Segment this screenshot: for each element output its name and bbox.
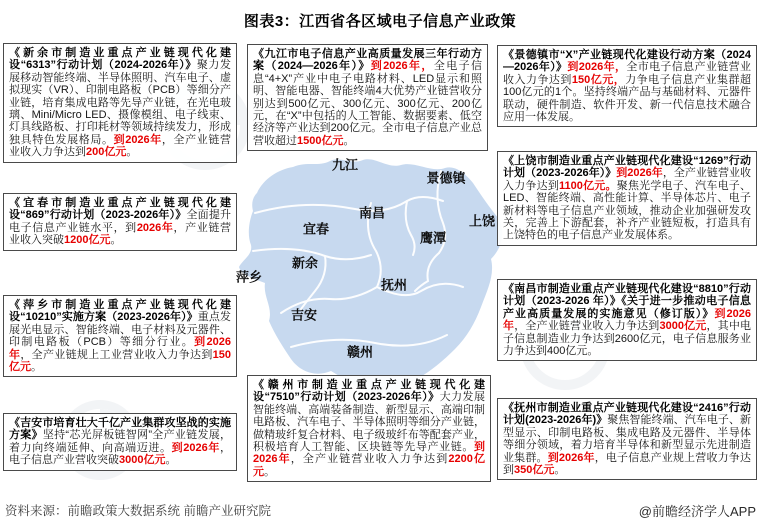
body-text: 坚持“芯光屏板链智网”全产业链发展，着力向终端延伸、向高端迈进。: [9, 429, 232, 454]
highlight-text: 1200亿元: [64, 234, 111, 247]
body-text: 。: [554, 464, 566, 477]
policy-title: 《赣州市制造业重点产业链现代化建设“7510”行动计划（2023-2026年）》: [253, 379, 485, 404]
body-text: 。: [343, 134, 355, 147]
body-text: 。: [264, 465, 275, 478]
jiangxi-map-shape: [235, 151, 505, 405]
map-label-pingxiang: 萍乡: [235, 269, 263, 285]
page-title: 图表3：江西省各区域电子信息产业政策: [243, 13, 517, 30]
body-text: 。: [31, 361, 42, 374]
highlight-text: 到2026年，: [567, 61, 627, 74]
policy-box-yichun: [3, 193, 237, 251]
body-text: ，全产业链规上工业营业收入力争达到: [20, 348, 213, 361]
policy-title: 《抚州市制造业重点产业链现代化建设“2416”行动计划(2023-2026年)》: [503, 402, 751, 427]
map-label-jian: 吉安: [290, 307, 318, 323]
policy-body: [253, 60, 482, 146]
map-label-yingtan: 鹰潭: [419, 230, 447, 246]
map-label-yichun: 宜春: [302, 221, 330, 237]
jiangxi-map: [235, 151, 505, 405]
highlight-text: 350亿元: [514, 464, 555, 477]
map-label-jiujiang: 九江: [331, 157, 359, 173]
body-text: ，其中电子信息制造业力争达到2600亿元，电子信息服务业力争达到400亿元。: [503, 320, 752, 358]
body-text: ，全产业链营业收入力争达到: [514, 320, 660, 333]
body-text: 重点发展光电显示、智能终端、电子材料及元器件、印制电路板（PCB）等细分行业。: [9, 311, 231, 349]
highlight-text: 2026年: [136, 221, 174, 234]
map-label-xinyu: 新余: [291, 255, 319, 271]
highlight-text: 3000亿元: [119, 454, 166, 467]
policy-box-jiujiang: [247, 44, 488, 151]
map-label-jingdezhen: 景德镇: [426, 170, 466, 186]
highlight-text: 到2026年: [253, 441, 485, 466]
body-text: 。: [126, 146, 138, 159]
policy-box-jingdezhen: [497, 45, 757, 127]
map-label-fuzhou: 抚州: [380, 277, 408, 293]
policy-box-ganzhou: [247, 375, 491, 482]
body-text: 大力发展智能终端、高端装备制造、新型显示、高端印制电路板、汽车电子、半导体照明等细分产业链，做精玻纤复合材料、电子级玻纤布等配套产业，积极培育人工智能、区块链等先导产业链。: [253, 391, 486, 454]
body-text: 全面提升电子信息产业链水平，到: [9, 209, 231, 234]
policy-box-xinyu: [3, 43, 237, 163]
policy-title: 《景德镇市“X”产业链现代化建设行动方案（2024—2026年）》: [503, 49, 751, 74]
body-text: ，产业链营业收入突破: [9, 221, 232, 247]
highlight-text: 到2026年: [503, 307, 751, 333]
policy-box-jian: [3, 413, 237, 471]
policy-title: 《上饶市制造业重点产业链现代化建设“1269”行动计划（2023-2026年）》: [503, 155, 751, 180]
body-text: 全市电子信息产业链营业收入力争达到: [503, 61, 751, 86]
highlight-text: 2200亿元: [253, 453, 485, 478]
body-text: 聚焦智能终端、汽车电子、新型显示、印制电路板、集成电路及元器件、半导体等细分领域，着力培育半导体和新型显示先进制造业集群。: [503, 414, 752, 464]
highlight-text: 到2026年: [113, 133, 162, 146]
policy-box-pingxiang: [3, 295, 237, 377]
body-text: 。: [110, 234, 122, 247]
highlight-text: 到2026年: [171, 441, 220, 454]
policy-body: [253, 391, 485, 477]
body-text: 聚焦光学电子、汽车电子、LED、智能终端、高性能计算、半导体芯片、电子新材料等电子信息产业领域，推动企业加强研发攻关，完善上下游配套，补齐产业链短板，打造具有上饶特色的电子信息产业发展体系。: [503, 179, 752, 242]
body-text: 。: [165, 454, 177, 467]
policy-body: [9, 59, 231, 158]
highlight-text: 到2026年: [9, 336, 231, 361]
policy-title: 《萍乡市制造业重点产业链现代化建设“10210”实施方案（2023-2026年）》: [9, 299, 231, 324]
body-text: ，全产业链营业收入力争达到: [503, 167, 751, 192]
policy-title: 《南昌市制造业重点产业链现代化建设“8810”行动计划（2023-2026 年）》《关于进一步推动电子信息产业高质量发展的实施意见（修订版）》: [503, 283, 751, 320]
source-note: 资料来源：前瞻政策大数据系统 前瞻产业研究院: [5, 504, 271, 518]
highlight-text: 到2026年: [616, 167, 663, 180]
highlight-text: 到2026年: [547, 451, 595, 464]
body-text: ，电子信息产业规上营收力争达到: [503, 451, 751, 477]
highlight-text: 150亿元，: [571, 73, 626, 86]
brand-credit: @前瞻经济学人APP: [638, 504, 756, 519]
body-text: 全电子信息“4+X”产业中电子电路材料、LED显示和照明、智能电器、智能终端4大优势产业链营收分别达到500亿元、300亿元、300亿元、200亿元，在“X”中包括的人工智能、数据要素、低空经济等产业达到200亿元。全市电子信息产业总营收超过: [253, 60, 482, 147]
highlight-text: 1100亿元。: [559, 179, 617, 192]
map-label-ganzhou: 赣州: [346, 344, 374, 360]
body-text: 力争电子信息产业集群超100亿元的1个。坚持终端产品与基础材料、元器件联动，硬件制造、软件开发、新一代信息技术融合应用一体发展。: [503, 73, 752, 124]
highlight-text: 3000亿元: [659, 320, 707, 333]
highlight-text: 150亿元: [9, 348, 232, 374]
highlight-text: 到2026年，: [370, 60, 434, 73]
body-text: ，全产业链营业收入力争达到: [290, 453, 449, 466]
body-text: ，电子信息产业营收突破: [9, 441, 231, 467]
highlight-text: 200亿元: [86, 146, 127, 159]
body-text: 聚力发展移动智能终端、半导体照明、汽车电子、虚拟现实（VR）、印制电路板（PCB）等细分产业链，培育集成电路等先导产业链，在光电玻璃、Mini/Micro LED、摄像模组、电子线束、灯具线路板、打印耗材等领域持续发力，形成独具特色发展格局。: [9, 59, 232, 146]
policy-title: 《吉安市培育壮大千亿产业集群攻坚战的实施方案》: [9, 417, 231, 442]
map-label-shangrao: 上饶: [468, 213, 496, 229]
policy-title: 《九江市电子信息产业高质量发展三年行动方案（2024—2026年）》: [253, 48, 482, 73]
policy-title: 《新余市制造业重点产业链现代化建设“6313”行动计划（2024-2026年）》: [9, 47, 231, 72]
body-text: ，全产业链营业收入力争达到: [9, 133, 231, 159]
policy-box-shangrao: [497, 151, 757, 246]
highlight-text: 1500亿元: [297, 134, 344, 147]
policy-box-fuzhou: [497, 398, 757, 480]
policy-box-nanchang: [497, 279, 757, 361]
policy-body: [9, 429, 231, 466]
map-label-nanchang: 南昌: [358, 205, 386, 221]
policy-title: 《宜春市制造业重点产业链现代化建设“869”行动计划（2023-2026年）》: [9, 197, 231, 222]
